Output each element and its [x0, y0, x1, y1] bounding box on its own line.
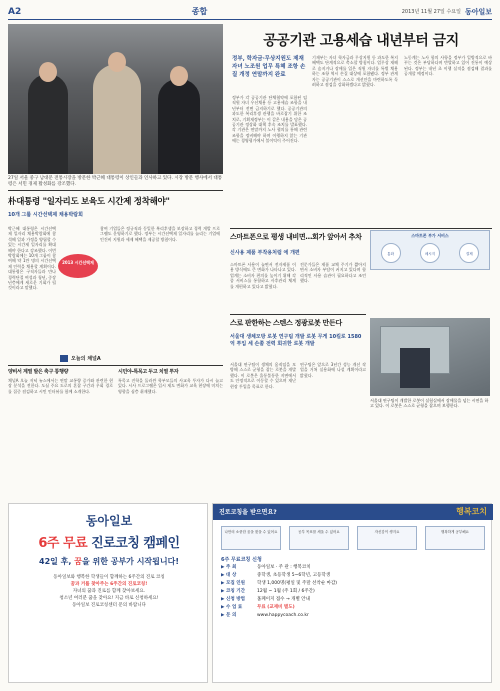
channel-story-left-body: 채널A 오늘 저녁 뉴스에서는 연말 교통량 증가와 관련한 현장 분석을 전한다. 도심 주요 도로의 혼잡 구간과 우회 경로를 집중 점검하고 시민 인터뷰를 함께 소개한다. [8, 378, 113, 394]
column-body-1: 박근혜 대통령은 시간선택제 일자리 채용박람회에 참석해 일과 가정을 양립할 수 있는 시간제 일자리를 확대해야 한다고 강조했다. 이번 박람회에는 10개 그룹이 참여해 약 1만 명의 시간선택제 인력을 채용할 계획이다. 대통령은 구직자들과 만나 경력단절 여성과 청년, 중장년층에게 새로운 기회가 될 것이라고 말했다. [8, 226, 56, 291]
channel-a-banner [60, 354, 140, 362]
divider [230, 314, 366, 315]
divider [8, 190, 223, 191]
info-value: 무료 (교재비 별도) [257, 605, 295, 610]
signup-header [213, 504, 493, 520]
column-subtitle: 10개 그룹 시간선택제 채용박람회 [8, 212, 83, 218]
ad-copy [19, 574, 199, 609]
photo-person-2 [93, 64, 141, 174]
info-key: ▶ 신청 방법 [221, 597, 245, 602]
info-key: ▶ 주 최 [221, 565, 237, 570]
channel-story-right-body: 특목고 진학을 둘러싼 학부모들의 사교육 투자가 다시 늘고 있다. 시사 프로그램은 입시 제도 변화가 교육 현장에 미치는 영향을 심층 취재했다. [118, 378, 223, 394]
smartphone-subtitle: 신사용 제품 부작용처럼 에 개편 [230, 250, 300, 256]
info-row [221, 564, 485, 572]
smartphone-infographic [370, 230, 490, 270]
ad-tagline-prefix: 42일 후, [39, 557, 72, 566]
info-value: 홈페이지 접수 → 개별 안내 [257, 597, 310, 602]
event-badge: 2013 시간선택제 [58, 254, 98, 278]
photo-face-2 [108, 52, 126, 72]
info-key: ▶ 대 상 [221, 573, 237, 578]
info-key: ▶ 수 업 료 [221, 605, 243, 610]
ad-campaign-title [9, 532, 209, 551]
lead-body-2: 기재부는 자녀 학자금과 무상지원 등 과도한 복지 혜택도 단계적으로 축소할 방침이다. 업무상 재해로 숨지거나 장애를 입은 직원 자녀를 특별 채용하는 조항 역시 손질 대상에 포함됐다. 정부 관계자는 공공기관이 스스로 개선안을 마련하도록 독려하고 점검을 강화하겠다고 밝혔다. [312, 55, 398, 88]
info-row [221, 604, 485, 612]
photo-face-3 [170, 66, 188, 86]
info-key: ▶ 코칭 기간 [221, 589, 245, 594]
lead-body-3: 노동계는 노사 합의 사항을 정부가 일방적으로 바꾸는 것은 부당하다며 반발하고 있어 진통이 예상된다. 정부는 내년 초 이행 실적을 점검해 결과를 공개할 예정이다. [404, 55, 492, 77]
signup-header-title: 진로코칭을 받으면요? [219, 509, 277, 516]
lead-headline: 공공기관 고용세습 내년부터 금지 [263, 33, 459, 49]
benefit-step: 자신감이 생겨요 [357, 526, 417, 550]
robot-photo [370, 318, 490, 396]
ad-campaign-prefix: 6주 무료 [38, 536, 88, 551]
ad-line: 청소년 여러분 꿈을 찾아요! 지금 바로 신청하세요! [59, 596, 159, 601]
lead-subhead: 정부, 학자금·무상지원도 제재 자녀 노조원 업무 특혜 조항 손질 개정 연말까지 완료 [232, 56, 306, 78]
info-value: 학생 1,000명(평일 및 주말 선착순 마감) [257, 581, 338, 586]
info-row [221, 588, 485, 596]
ad-tagline-red: 꿈 [74, 557, 82, 566]
signup-title: 6주 무료코칭 신청 [221, 557, 262, 563]
ad-line: 동아일보 진로코칭센터 문의 바랍니다 [72, 603, 146, 608]
channel-a-label: 오늘의 채널A [71, 355, 101, 362]
column-title: 朴대통령 "일자리도 보육도 시간제 정착해야" [8, 197, 170, 207]
robot-subtitle: 서울대 생체모방 로봇 연구팀 개발 로봇 무게 10킬로 1580억 투입 세 손쭘 전력 회귀한 로봇 개발 [230, 334, 362, 347]
benefit-steps [221, 526, 485, 550]
brand-name: 동아일보 [464, 7, 492, 16]
infographic-title: 스마트폰 부가 서비스 [411, 233, 449, 238]
top-photo-caption: 27일 서울 중구 남대문 전통시장을 방문한 박근혜 대통령이 상인들과 인사하고 있다. 시장 방문 행사에서 대통령은 서민 경제 활성화를 강조했다. [8, 176, 223, 187]
channel-story-left-title: 양비서 계열 발은 축구 통행량 [8, 369, 69, 375]
signup-info [221, 564, 485, 620]
info-value: 12월 ~ 1월 (주 1회 / 6주간) [257, 589, 315, 594]
photo-face-1 [39, 62, 57, 82]
info-row [221, 572, 485, 580]
ad-campaign-suffix: 진로코칭 캠페인 [91, 536, 180, 551]
benefit-step: 공부 목표를 세울 수 있어요 [289, 526, 349, 550]
page-number: A2 [8, 6, 22, 17]
smartphone-title: 스마트폰으로 평생 내비면…회가 앞아서 추차 [230, 233, 362, 241]
info-row [221, 596, 485, 604]
robot-photo-caption: 서울대 연구팀이 개발한 로봇이 실험실에서 장애물을 넘는 시연을 하고 있다. 이 로봇은 스스로 균형을 잡으며 보행한다. [370, 398, 489, 409]
channel-a-logo-icon [60, 355, 68, 362]
smartphone-body-1: 스마트폰 사용이 늘면서 전자제품 이용 방식에도 큰 변화가 나타나고 있다. 업계는 소비자 편의를 높이기 위해 각종 서비스를 통합하고 사후관리 체계를 개편하고 있다고 밝혔다. [230, 262, 296, 289]
robot-title: 스로 판한하는 스텐스 정광로봇 만든다 [230, 319, 342, 327]
top-photo [8, 24, 223, 174]
channel-story-right-title: 시민야-특목고 두고 치열 투자 [118, 369, 179, 375]
infographic-chip: 통화 [381, 243, 401, 263]
info-value: 중학생, 초등학생 5~6학년, 고등학생 [257, 573, 331, 578]
robot-body-1: 서울대 연구팀이 생체의 움직임을 모방해 스스로 균형을 잡는 로봇을 개발했다. 이 로봇은 울퉁불퉁한 지면에서도 안정적으로 이동할 수 있으며 재난 현장 투입을 목표로 한다. [230, 362, 296, 389]
divider [230, 228, 492, 229]
infographic-chip: 결제 [459, 243, 479, 263]
ad-tagline-suffix: 을 위한 공부가 시작됩니다! [81, 557, 179, 566]
campaign-ad[interactable] [8, 503, 208, 683]
ad-line-highlight: 꿈과 거를 찾아주는 6주간의 진로코칭! [70, 582, 148, 587]
coach-logo: 행복코치 [456, 507, 487, 516]
photo-person-1 [28, 74, 68, 174]
robot-photo-figure [400, 348, 430, 388]
benefit-step: 나만의 소중한 꿈을 찾을 수 있어요 [221, 526, 281, 550]
smartphone-body-2: 전문가들은 제품 교체 주기가 짧아지면서 소비자 부담이 커지고 있다며 합리적인 사용 습관이 필요하다고 조언했다. [300, 262, 366, 284]
ad-tagline [9, 556, 209, 567]
lead-body-1: 정부가 각 공공기관 단체협약에 포함된 임직원 자녀 우선채용 등 고용세습 조항을 내년부터 전면 금지하기로 했다. 공공기관의 과도한 복리후생 관행을 바로잡기 위한 조치로, 기획재정부는 이 같은 내용을 담은 공공기관 정상화 대책 후속 조치를 발표했다. 각 기관은 연말까지 노사 협의를 통해 관련 조항을 정비해야 하며 이행하지 않는 기관에는 경영평가에서 불이익이 주어진다. [232, 95, 307, 144]
signup-url-link[interactable]: www.happycoach.co.kr [257, 613, 309, 618]
info-value: 동아일보 · 주 관 : 행복코치 [257, 565, 311, 570]
divider [8, 365, 223, 366]
coaching-signup-ad[interactable] [212, 503, 492, 683]
info-key: ▶ 모집 인원 [221, 581, 245, 586]
issue-date: 2013년 11월 27일 수요일 [401, 9, 461, 15]
photo-person-3 [158, 79, 200, 174]
ad-line: 자녀의 꿈과 진로를 함께 찾아보세요. [72, 589, 146, 594]
column-body-2: 참여 기업들은 정규직과 동일한 복리후생을 보장하고 경력 개발 프로그램도 운영하기로 했다. 정부는 시간선택제 일자리를 늘리는 기업에 인건비 지원과 세제 혜택을 제공할 방침이다. [100, 226, 220, 242]
ad-brand: 동아일보 [85, 514, 133, 528]
section-name: 종합 [191, 7, 208, 16]
info-key: ▶ 문 의 [221, 613, 237, 618]
infographic-chip: 메시지 [420, 243, 440, 263]
ad-line: 동아일보와 행복한 학생들이 함께하는 6주간의 진로 코칭 [53, 575, 165, 580]
masthead [8, 4, 492, 20]
robot-body-2: 연구팀은 앞으로 3년간 성능 개선 작업을 거쳐 실용화에 나설 계획이라고 밝혔다. [300, 362, 366, 378]
info-row[interactable] [221, 612, 485, 620]
info-row [221, 580, 485, 588]
benefit-step: 행복하게 공부해요 [425, 526, 485, 550]
